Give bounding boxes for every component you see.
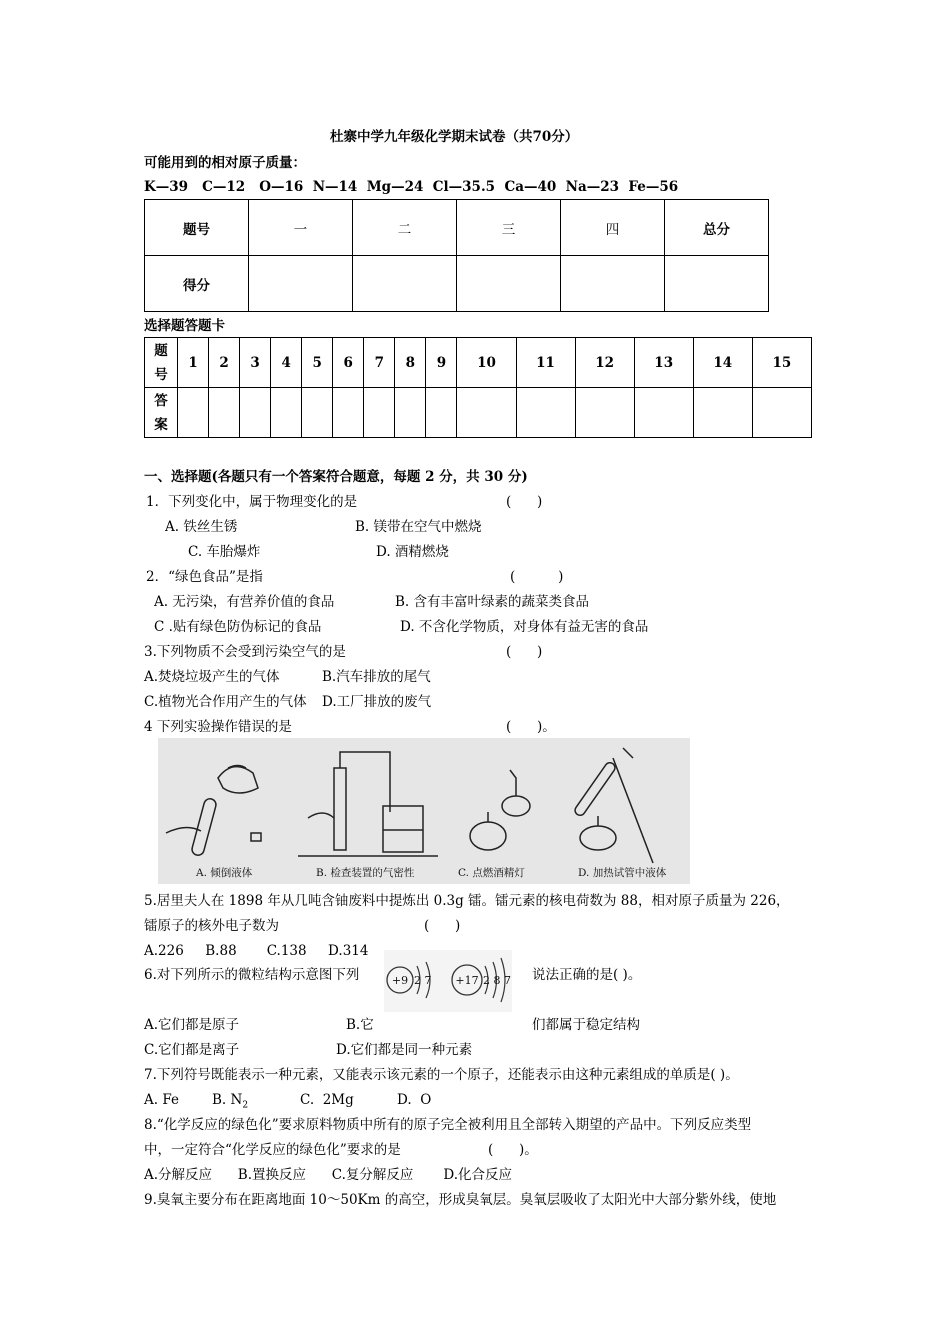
question-number-cell: 6 — [333, 338, 364, 388]
question-number-cell: 7 — [364, 338, 395, 388]
q5-options: A.226 B.88 C.138 D.314 — [144, 943, 369, 959]
answer-cell[interactable] — [457, 388, 516, 438]
score-header-cell: 四 — [561, 200, 665, 256]
electron-shells-2: 2 8 7 — [483, 974, 511, 987]
answer-cell[interactable] — [575, 388, 634, 438]
score-header-cell: 三 — [457, 200, 561, 256]
caption-b: B. 检查装置的气密性 — [316, 867, 415, 879]
question-number-cell: 5 — [302, 338, 333, 388]
q6-option-a: A.它们都是原子 — [144, 1017, 240, 1033]
q5-stem-line1: 5.居里夫人在 1898 年从几吨含铀废料中提炼出 0.3g 镭。镭元素的核电荷数为 88，相对原子质量为 226， — [144, 893, 790, 909]
answer-cell[interactable] — [333, 388, 364, 438]
answer-cell[interactable] — [426, 388, 457, 438]
q7-stem: 7.下列符号既能表示一种元素，又能表示该元素的一个原子，还能表示由这种元素组成的单质是( )。 — [144, 1067, 739, 1083]
q8-stem-line2: 中，一定符合“化学反应的绿色化”要求的是 — [144, 1142, 401, 1158]
score-header-cell: 题号 — [145, 200, 249, 256]
score-row-label: 得分 — [145, 256, 249, 312]
question-number-cell: 4 — [271, 338, 302, 388]
question-number-cell: 9 — [426, 338, 457, 388]
answer-cell[interactable] — [752, 388, 811, 438]
answer-cell[interactable] — [178, 388, 209, 438]
q1-answer-paren: ( ) — [506, 494, 543, 510]
q2-option-a: A. 无污染，有营养价值的食品 — [154, 594, 335, 610]
lab-operations-figure — [158, 738, 690, 884]
q6-option-b: B.它 — [346, 1017, 374, 1033]
answer-card-table — [144, 337, 812, 438]
q9-stem-line1: 9.臭氧主要分布在距离地面 10～50Km 的高空，形成臭氧层。臭氧层吸收了太阳光中大部分紫外线，使地 — [144, 1192, 777, 1208]
answer-card-number-row — [145, 338, 812, 388]
question-number-cell: 12 — [575, 338, 634, 388]
question-number-cell: 11 — [516, 338, 575, 388]
score-entry-cell[interactable] — [457, 256, 561, 312]
q1-option-b: B. 镁带在空气中燃烧 — [355, 519, 482, 535]
q3-option-c: C.植物光合作用产生的气体 — [144, 694, 307, 710]
caption-c: C. 点燃酒精灯 — [458, 867, 525, 879]
atomic-structure-diagram — [384, 950, 512, 1012]
score-header-cell: 二 — [353, 200, 457, 256]
lab-operations-illustration — [158, 738, 690, 884]
q8-stem-line1: 8.“化学反应的绿色化”要求原料物质中所有的原子完全被利用且全部转入期望的产品中。下列反应类型 — [144, 1117, 752, 1133]
q2-option-b: B. 含有丰富叶绿素的蔬菜类食品 — [395, 594, 590, 610]
answer-cell[interactable] — [209, 388, 240, 438]
question-number-cell: 14 — [693, 338, 752, 388]
score-entry-cell[interactable] — [665, 256, 769, 312]
q3-stem: 3.下列物质不会受到污染空气的是 — [144, 644, 346, 660]
heating-test-tube-drawing — [573, 748, 653, 863]
q4-answer-paren: ( )。 — [506, 719, 556, 735]
q7-option-b-subscript: 2 — [242, 1100, 249, 1111]
answer-card-title: 选择题答题卡 — [144, 318, 225, 334]
answer-cell[interactable] — [302, 388, 333, 438]
question-number-cell: 1 — [178, 338, 209, 388]
answer-card-answer-row — [145, 388, 812, 438]
q7-option-b-text: B. N — [212, 1092, 243, 1108]
label-part: 题 — [154, 342, 168, 359]
score-header-cell: 一 — [249, 200, 353, 256]
question-number-cell: 10 — [457, 338, 516, 388]
score-entry-cell[interactable] — [561, 256, 665, 312]
q2-answer-paren: ( ) — [510, 569, 564, 585]
score-entry-cell[interactable] — [353, 256, 457, 312]
q7-option-d: D. O — [397, 1092, 432, 1108]
atomic-mass-label: 可能用到的相对原子质量： — [144, 155, 306, 171]
q7-option-b — [212, 1091, 248, 1115]
q1-option-a: A. 铁丝生锈 — [165, 519, 238, 535]
q2-option-c: C .贴有绿色防伪标记的食品 — [154, 619, 322, 635]
q4-stem: 4 下列实验操作错误的是 — [144, 719, 292, 735]
score-header-cell: 总分 — [665, 200, 769, 256]
q3-answer-paren: ( ) — [506, 644, 543, 660]
q3-option-d: D.工厂排放的废气 — [322, 694, 432, 710]
pouring-liquid-drawing — [166, 766, 261, 857]
q7-option-a: A. Fe — [144, 1092, 179, 1108]
q3-option-b: B.汽车排放的尾气 — [322, 669, 431, 685]
atomic-mass-list: K—39 C—12 O—16 N—14 Mg—24 Cl—35.5 Ca—40 Na—23 Fe—56 — [144, 179, 679, 195]
q8-answer-paren: ( )。 — [488, 1142, 538, 1158]
q5-stem-line2: 镭原子的核外电子数为 — [144, 918, 279, 934]
airtightness-check-drawing — [298, 752, 438, 856]
q2-stem: 2．“绿色食品”是指 — [146, 569, 263, 585]
q6-stem-end: 说法正确的是( )。 — [532, 967, 642, 983]
q2-option-d: D. 不含化学物质，对身体有益无害的食品 — [400, 619, 649, 635]
nucleus-charge-1: +9 — [391, 974, 409, 987]
label-part: 答 — [154, 392, 168, 409]
answer-cell[interactable] — [271, 388, 302, 438]
label-part: 案 — [154, 416, 168, 433]
answer-cell[interactable] — [364, 388, 395, 438]
score-table-score-row — [145, 256, 769, 312]
page-title: 杜寨中学九年级化学期末试卷（共70分） — [330, 129, 579, 145]
answer-cell[interactable] — [693, 388, 752, 438]
answer-cell[interactable] — [634, 388, 693, 438]
q5-answer-paren: ( ) — [424, 918, 461, 934]
answer-cell[interactable] — [395, 388, 426, 438]
q3-option-a: A.焚烧垃圾产生的气体 — [144, 669, 280, 685]
section-title: 一、选择题(各题只有一个答案符合题意，每题 2 分，共 30 分) — [144, 469, 528, 485]
question-number-cell: 8 — [395, 338, 426, 388]
label-part: 号 — [154, 366, 168, 383]
q8-options: A.分解反应 B.置换反应 C.复分解反应 D.化合反应 — [144, 1167, 513, 1183]
score-table — [144, 199, 769, 312]
q7-option-c: C. 2Mg — [300, 1092, 354, 1108]
caption-d: D. 加热试管中液体 — [578, 867, 667, 879]
question-number-label — [145, 338, 178, 388]
answer-cell[interactable] — [240, 388, 271, 438]
q6-option-b-continued: 们都属于稳定结构 — [532, 1017, 640, 1033]
score-table-header-row — [145, 200, 769, 256]
electron-shells-1: 2 7 — [414, 974, 432, 987]
q6-option-d: D.它们都是同一种元素 — [336, 1042, 473, 1058]
nucleus-charge-2: +17 — [455, 974, 479, 987]
q1-stem: 1．下列变化中，属于物理变化的是 — [146, 494, 358, 510]
answer-cell[interactable] — [516, 388, 575, 438]
question-number-cell: 2 — [209, 338, 240, 388]
q1-option-d: D. 酒精燃烧 — [376, 544, 449, 560]
score-entry-cell[interactable] — [249, 256, 353, 312]
question-number-cell: 13 — [634, 338, 693, 388]
answer-label — [145, 388, 178, 438]
question-number-cell: 15 — [752, 338, 811, 388]
caption-a: A. 倾倒液体 — [196, 867, 253, 879]
q6-stem: 6.对下列所示的微粒结构示意图下列 — [144, 967, 360, 983]
q1-option-c: C. 车胎爆炸 — [188, 544, 261, 560]
alcohol-lamp-drawing — [470, 770, 530, 850]
q6-option-c: C.它们都是离子 — [144, 1042, 240, 1058]
question-number-cell: 3 — [240, 338, 271, 388]
